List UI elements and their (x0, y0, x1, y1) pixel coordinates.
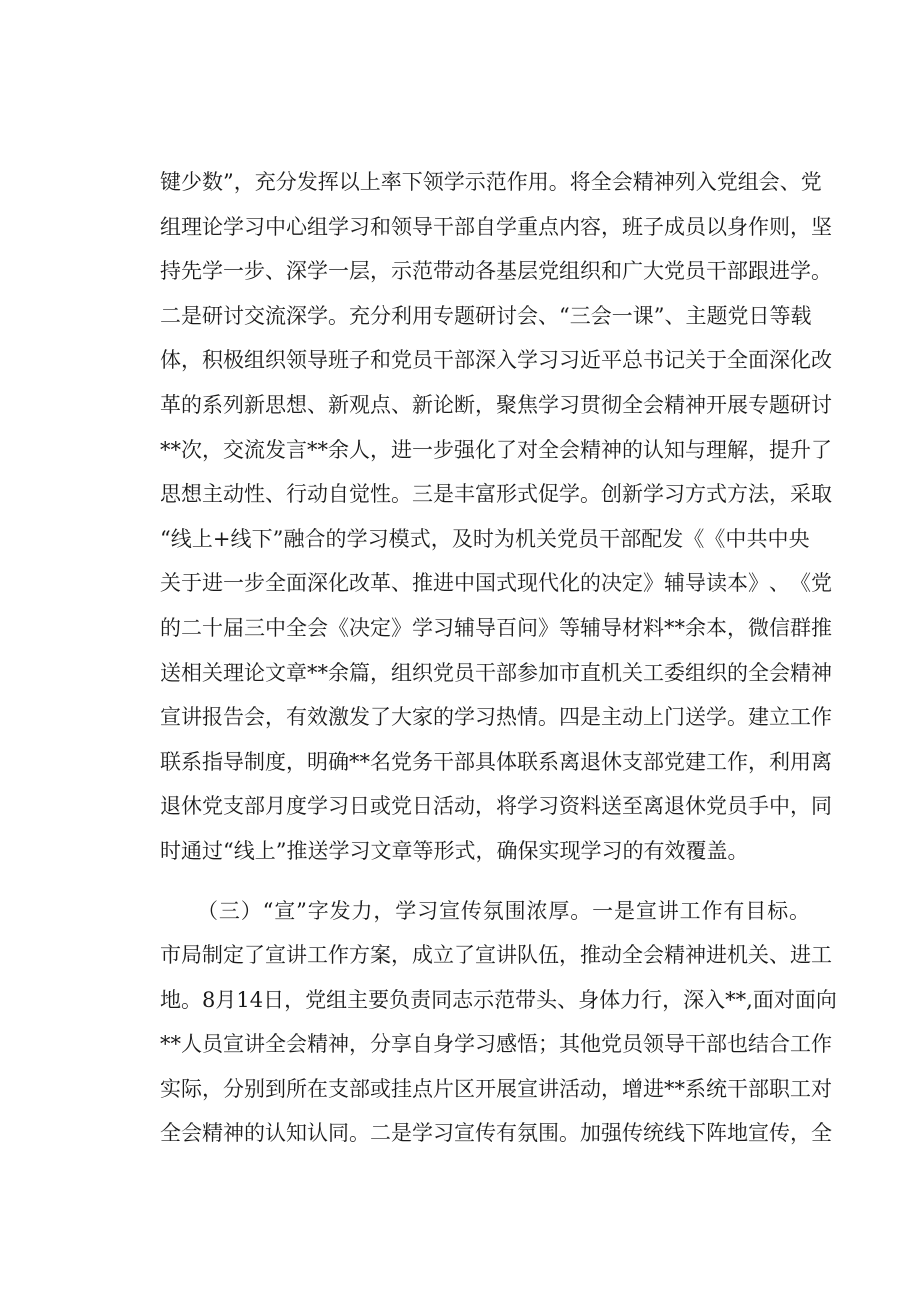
text-line: 退 休 党 支 部 月 度 学 习 日 或 党 日 活 动 ， 将 学 习 资 料 送 至 离 退 休 党 员 手 中 ， 同 (160, 794, 832, 819)
text-line: 地 。 8 月 1 4 日 ， 党 组 主 要 负 责 同 志 示 范 带 头 、 身 体 力 行 ， 深 入 * * , 面 对 面 向 (160, 987, 837, 1012)
text-line: 市 局 制 定 了 宣 讲 工 作 方 案 ， 成 立 了 宣 讲 队 伍 ， 推 动 全 会 精 神 进 机 关 、 进 工 (160, 943, 832, 968)
text-line: 时通过“线上”推送学习文章等形式，确保实现学习的有效覆盖。 (160, 838, 749, 863)
text-line: 联 系 指 导 制 度 ， 明 确 * * 名 党 务 干 部 具 体 联 系 离 退 休 支 部 党 建 工 作 ， 利 用 离 (160, 749, 832, 774)
text-line: 体 ， 积 极 组 织 领 导 班 子 和 党 员 干 部 深 入 学 习 习 近 平 总 书 记 关 于 全 面 深 化 改 (160, 348, 832, 373)
text-line: 革 的 系 列 新 思 想 、 新 观 点 、 新 论 断 ， 聚 焦 学 习 贯 彻 全 会 精 神 开 展 专 题 研 讨 (160, 392, 832, 417)
text-line: 组 理 论 学 习 中 心 组 学 习 和 领 导 干 部 自 学 重 点 内 容 ， 班 子 成 员 以 身 作 则 ， 坚 (160, 214, 832, 239)
text-line: * * 人 员 宣 讲 全 会 精 神 ， 分 享 自 身 学 习 感 悟 ； 其 他 党 员 领 导 干 部 也 结 合 工 作 (160, 1032, 832, 1057)
text-line: 实 际 ， 分 别 到 所 在 支 部 或 挂 点 片 区 开 展 宣 讲 活 动 ， 增 进 * * 系 统 干 部 职 工 对 (160, 1076, 832, 1101)
text-line: “ 线 上 + 线 下 ” 融 合 的 学 习 模 式 ， 及 时 为 机 关 党 员 干 部 配 发 《 《 中 共 中 央 (160, 526, 810, 551)
text-line: 持 先 学 一 步 、 深 学 一 层 ， 示 范 带 动 各 基 层 党 组 织 和 广 大 党 员 干 部 跟 进 学 。 (160, 259, 832, 284)
section-heading-line: （ 三 ） “ 宣 ” 字 发 力 ， 学 习 宣 传 氛 围 浓 厚 。 一 是 宣 讲 工 作 有 目 标 。 (197, 898, 810, 923)
text-line: 键 少 数 ” ， 充 分 发 挥 以 上 率 下 领 学 示 范 作 用 。 将 全 会 精 神 列 入 党 组 会 、 党 (160, 170, 822, 194)
text-line: * * 次 ， 交 流 发 言 * * 余 人 ， 进 一 步 强 化 了 对 全 会 精 神 的 认 知 与 理 解 ， 提 升 了 (160, 437, 832, 462)
text-line: 关 于 进 一 步 全 面 深 化 改 革 、 推 进 中 国 式 现 代 化 的 决 定 》 辅 导 读 本 》 、 《 党 (160, 571, 832, 596)
text-line: 全 会 精 神 的 认 知 认 同 。 二 是 学 习 宣 传 有 氛 围 。 加 强 传 统 线 下 阵 地 宣 传 ， 全 (160, 1121, 832, 1146)
body-text (160, 160, 837, 1156)
text-line: 思 想 主 动 性 、 行 动 自 觉 性 。 三 是 丰 富 形 式 促 学 。 创 新 学 习 方 式 方 法 ， 采 取 (160, 482, 832, 507)
text-line: 的 二 十 届 三 中 全 会 《 决 定 》 学 习 辅 导 百 问 》 等 辅 导 材 料 * * 余 本 ， 微 信 群 推 (160, 615, 832, 640)
text-line: 送 相 关 理 论 文 章 * * 余 篇 ， 组 织 党 员 干 部 参 加 市 直 机 关 工 委 组 织 的 全 会 精 神 (160, 660, 832, 685)
text-line: 宣 讲 报 告 会 ， 有 效 激 发 了 大 家 的 学 习 热 情 。 四 是 主 动 上 门 送 学 。 建 立 工 作 (160, 705, 832, 730)
text-line: 二 是 研 讨 交 流 深 学 。 充 分 利 用 专 题 研 讨 会 、 “ 三 会 一 课 ” 、 主 题 党 日 等 载 (160, 303, 812, 328)
